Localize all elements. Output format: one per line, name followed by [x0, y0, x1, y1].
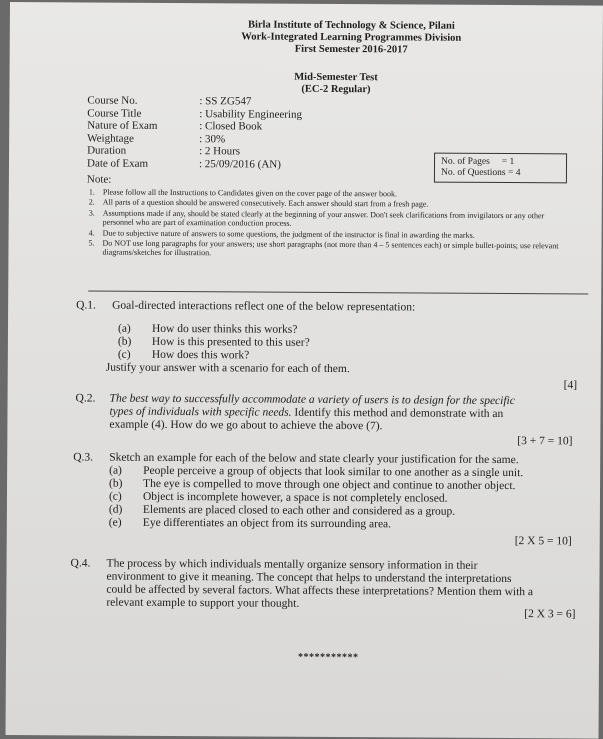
- note-number: 5.: [88, 238, 95, 248]
- option-text: Object is incomplete however, a space is not completely enclosed.: [142, 490, 448, 505]
- note-number: 2.: [88, 197, 95, 207]
- semester: First Semester 2016-2017: [294, 43, 408, 56]
- question-line: relevant example to support your thought.: [106, 596, 300, 610]
- marks-q4: [2 X 3 = 6]: [524, 608, 576, 621]
- institute-header: [10, 18, 603, 58]
- question-line: The process by which individuals mentally organize sensory information in their: [106, 557, 478, 572]
- question-body: [106, 558, 596, 613]
- detail-value: : 2 Hours: [199, 145, 241, 158]
- option-letter: (b): [109, 477, 123, 490]
- question-line: types of individuals with specific needs.: [109, 405, 292, 419]
- question-4: [70, 557, 600, 630]
- note-label: Note:: [86, 173, 112, 186]
- option-letter: (b): [117, 335, 132, 348]
- note-item: [89, 208, 569, 230]
- exam-details: [87, 94, 302, 170]
- end-marker: ***********: [297, 651, 359, 664]
- question-number: Q.3.: [73, 451, 94, 464]
- question-body: [109, 452, 589, 533]
- option-text: Elements are placed closed to each other and considered as a group.: [142, 503, 456, 518]
- question-body: [105, 299, 416, 377]
- detail-value: : Closed Book: [199, 120, 263, 133]
- page-count-box: [434, 153, 567, 184]
- detail-value: : 25/09/2016 (AN): [198, 157, 281, 171]
- question-text: Sketch an example for each of the below and state clearly your justification for the same.: [109, 451, 519, 467]
- note-number: 3.: [88, 208, 95, 218]
- option-letter: (a): [117, 322, 131, 335]
- detail-label: Date of Exam: [86, 156, 149, 170]
- notes-list: [88, 187, 568, 261]
- division-name: Work-Integrated Learning Programmes Division: [241, 31, 462, 44]
- test-subtitle: (EC-2 Regular): [301, 83, 371, 96]
- test-title-block: [9, 70, 602, 98]
- question-number: Q.1.: [76, 299, 96, 312]
- question-line: environment to give it meaning. The concept that helps to understand the interpretations: [106, 570, 512, 586]
- option-letter: (a): [109, 464, 122, 477]
- marks-q2: [3 + 7 = 10]: [517, 435, 573, 448]
- option-text: The eye is compelled to move through one object and continue to another object.: [143, 477, 516, 493]
- marks-q1: [4]: [563, 379, 578, 392]
- option-text: People perceive a group of objects that look similar to one another as a single unit.: [143, 464, 524, 480]
- note-number: 4.: [88, 228, 95, 238]
- note-text: All parts of a question should be answered consecutively. Each answer should start from a fresh page.: [102, 197, 429, 209]
- option-letter: (e): [108, 516, 122, 529]
- option-letter: (c): [108, 490, 122, 503]
- note-text: Due to subjective nature of answers to some questions, the judgment of the instructor is final in awarding the marks.: [102, 228, 475, 240]
- note-text: Assumptions made if any, should be stated clearly at the beginning of your answer. Don't seek clarifications from invigilators or any other personnel who are part of examination conduction process.: [102, 208, 545, 228]
- marks-q3: [2 X 5 = 10]: [514, 535, 572, 548]
- option-text: How is this presented to this user?: [151, 335, 310, 349]
- question-line: example (4). How do we go about to achieve the above (7).: [109, 418, 383, 433]
- question-line: Identify this method and demonstrate with an: [291, 406, 504, 421]
- detail-label: Duration: [87, 144, 127, 157]
- option-item: [109, 517, 589, 533]
- page-count: No. of Pages = 1: [441, 156, 515, 168]
- question-count: No. of Questions = 4: [440, 167, 521, 179]
- option-text: Eye differentiates an object from its surrounding area.: [142, 516, 392, 531]
- detail-value: : SS ZG547: [199, 95, 252, 108]
- note-text: Please follow all the Instructions to Candidates given on the cover page of the answer book.: [102, 187, 398, 199]
- exam-paper: [6, 2, 603, 739]
- detail-label: Course No.: [87, 94, 138, 107]
- note-number: 1.: [88, 187, 95, 197]
- question-line: could be affected by several factors. What affects these interpretations? Mention them with a: [106, 583, 534, 599]
- divider: [88, 290, 588, 294]
- test-title: Mid-Semester Test: [294, 71, 378, 84]
- question-1: [76, 299, 597, 397]
- option-letter: (d): [108, 503, 123, 516]
- justify-text: Justify your answer with a scenario for each of them.: [105, 361, 350, 376]
- detail-row: [87, 157, 302, 171]
- question-line: The best way to successfully accommodate a variety of users is to design for the specific: [109, 392, 515, 408]
- detail-label: Course Title: [87, 106, 142, 120]
- question-body: [109, 393, 589, 435]
- option-letter: (c): [117, 348, 131, 361]
- detail-value: : Usability Engineering: [199, 107, 303, 121]
- institute-name: Birla Institute of Technology & Science, Pilani: [247, 19, 455, 32]
- detail-label: Weightage: [87, 131, 134, 145]
- detail-value: : 30%: [199, 132, 226, 145]
- question-text: Goal-directed interactions reflect one of the below representation:: [112, 299, 416, 314]
- option-text: How do user thinks this works?: [151, 322, 298, 336]
- question-number: Q.4.: [70, 557, 91, 570]
- option-text: How does this work?: [151, 348, 250, 362]
- note-text: Do NOT use long paragraphs for your answers; use short paragraphs (not more than 4 – 5 sentences each) or simple bullet-points; use relevant diagrams/sketches for illustration.: [102, 238, 559, 258]
- question-number: Q.2.: [75, 392, 96, 405]
- detail-label: Nature of Exam: [87, 119, 158, 132]
- note-item: [88, 239, 568, 261]
